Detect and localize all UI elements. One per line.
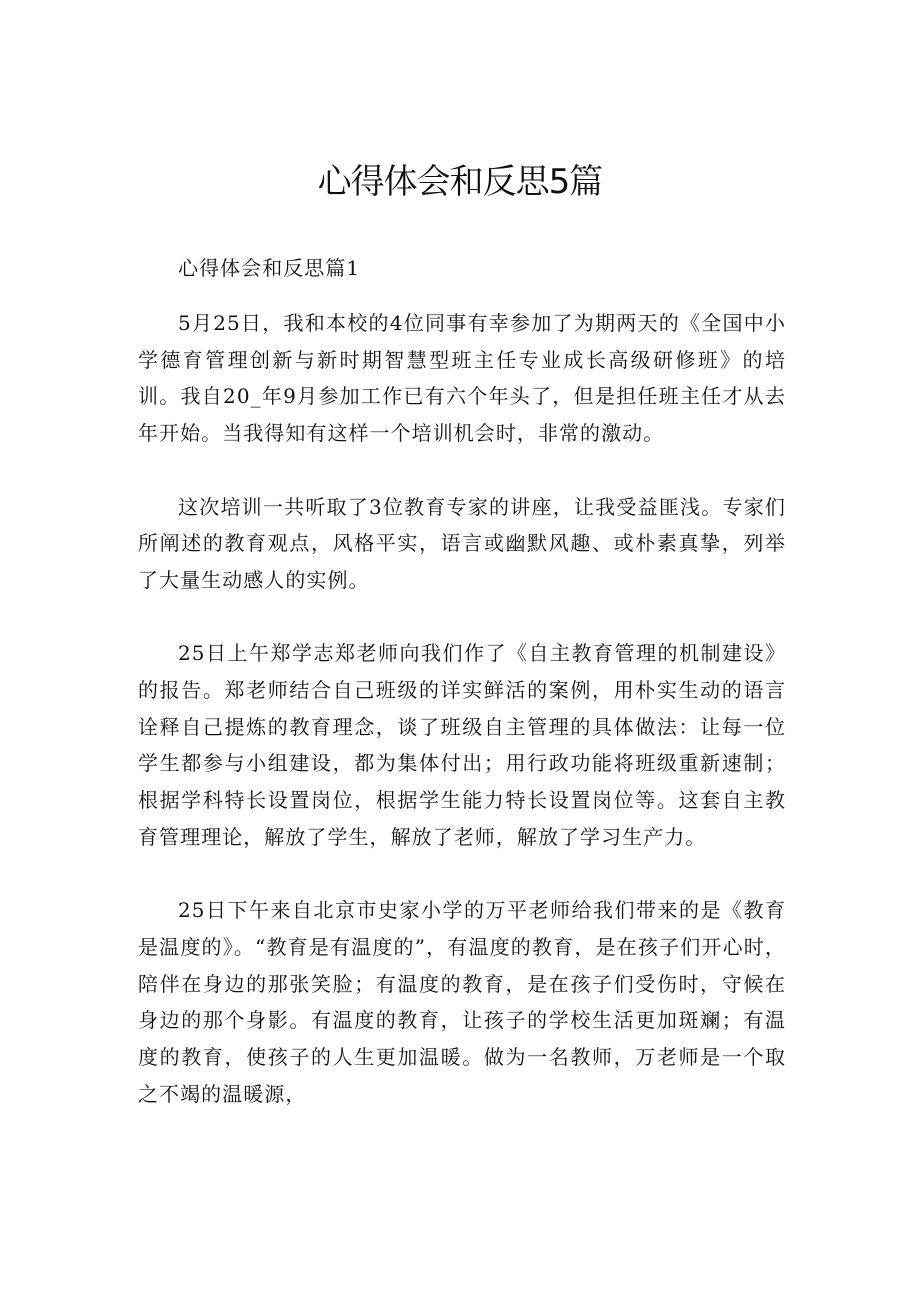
document-body <box>138 232 786 1112</box>
paragraph: 25日上午郑学志郑老师向我们作了《自主教育管理的机制建设》的报告。郑老师结合自己班级的详实鲜活的案例，用朴实生动的语言诠释自己提炼的教育理念，谈了班级自主管理的具体做法：让每一位学生都参与小组建设，都为集体付出；用行政功能将班级重新速制；根据学科特长设置岗位，根据学生能力特长设置岗位等。这套自主教育管理理论，解放了学生，解放了老师，解放了学习生产力。 <box>138 641 786 849</box>
paragraph: 5月25日，我和本校的4位同事有幸参加了为期两天的《全国中小学德育管理创新与新时期智慧型班主任专业成长高级研修班》的培训。我自20_年9月参加工作已有六个年头了，但是担任班主任才从去年开始。当我得知有这样一个培训机会时，非常的激动。 <box>138 311 786 446</box>
paragraph: 这次培训一共听取了3位教育专家的讲座，让我受益匪浅。专家们所阐述的教育观点，风格平实，语言或幽默风趣、或朴素真挚，列举了大量生动感人的实例。 <box>138 494 786 592</box>
section-heading: 心得体会和反思篇1 <box>178 256 361 281</box>
document-title: 心得体会和反思5篇 <box>317 162 603 202</box>
paragraph: 25日下午来自北京市史家小学的万平老师给我们带来的是《教育是温度的》。“教育是有温度的”，有温度的教育，是在孩子们开心时，陪伴在身边的那张笑脸；有温度的教育，是在孩子们受伤时，守候在身边的那个身影。有温度的教育，让孩子的学校生活更加斑斓；有温度的教育，使孩子的人生更加温暖。做为一名教师，万老师是一个取之不竭的温暖源， <box>138 898 786 1106</box>
